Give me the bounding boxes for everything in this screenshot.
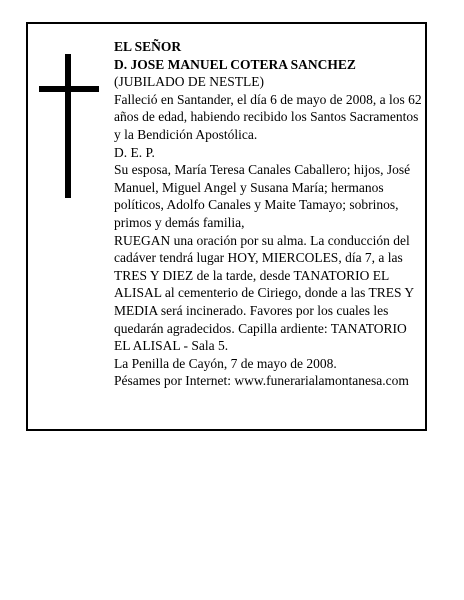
notice-heading: EL SEÑOR [114, 39, 182, 54]
deceased-subtitle: (JUBILADO DE NESTLE) [114, 74, 264, 90]
cross-vertical-bar [65, 54, 71, 198]
family-list: Su esposa, María Teresa Canales Caballero; hijos, José Manuel, Miguel Angel y Susana María; hermanos políticos, Adolfo Canales y Maite Tamayo; sobrinos, primos y demás familia, [114, 162, 411, 230]
cross-horizontal-bar [39, 86, 99, 92]
funeral-details: RUEGAN una oración por su alma. La conducción del cadáver tendrá lugar HOY, MIERCOLES, día 7, a las TRES Y DIEZ de la tarde, desde TANATORIO EL ALISAL al cementerio de Ciriego, donde a las TRES Y MEDIA será incinerado. Favores por los cuales les quedarán agradecidos. Capilla ardiente: TANATORIO EL ALISAL - Sala 5. [114, 232, 414, 354]
place-date: La Penilla de Cayón, 7 de mayo de 2008. [114, 355, 337, 371]
cross-icon [39, 54, 99, 198]
death-statement: Falleció en Santander, el día 6 de mayo de 2008, a los 62 años de edad, habiendo recibido los Santos Sacramentos y la Bendición Apostólica. [114, 91, 422, 142]
deceased-name: D. JOSE MANUEL COTERA SANCHEZ [114, 56, 356, 72]
obituary-notice [26, 22, 427, 431]
dep-line: D. E. P. [114, 144, 155, 160]
condolences-line: Pésames por Internet: www.funerarialamontanesa.com [114, 373, 409, 389]
notice-text [114, 38, 422, 390]
